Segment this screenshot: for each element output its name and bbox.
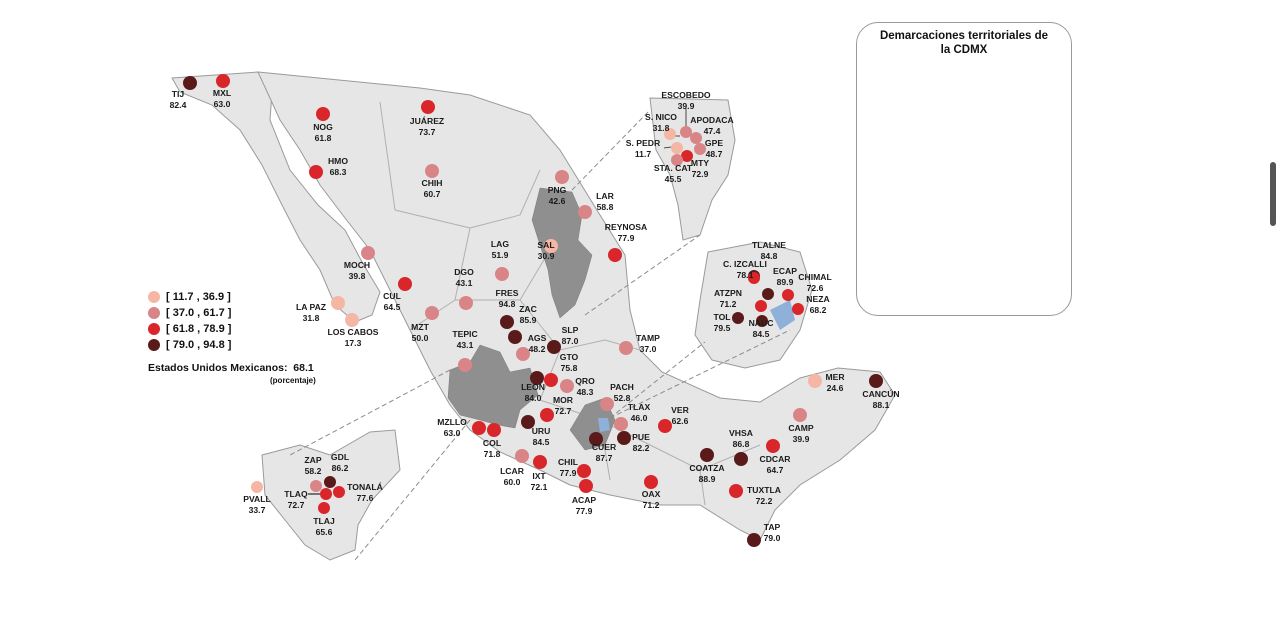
city-name: LAR (596, 191, 614, 201)
city-name: JUÁREZ (409, 116, 445, 126)
national-value (148, 362, 316, 385)
city-marker (578, 205, 592, 219)
city-value: 72.7 (287, 500, 305, 510)
city-name: LOS CABOS (327, 327, 379, 337)
national-number: 68.1 (293, 362, 314, 374)
city-name: LAG (490, 239, 510, 249)
city-marker (459, 296, 473, 310)
city-name: S. PEDR (625, 138, 661, 148)
city-name: REYNOSA (604, 222, 648, 232)
city-value: 86.2 (331, 463, 349, 473)
city-marker (732, 312, 744, 324)
city-name: CUER (591, 442, 617, 452)
city-value: 88.1 (872, 400, 890, 410)
city-name: MZLLO (437, 417, 467, 427)
city-name: STA. CAT (653, 163, 693, 173)
city-name: TLAQ (284, 489, 308, 499)
city-marker (331, 296, 345, 310)
city-marker (555, 170, 569, 184)
city-name: CAMP (788, 423, 814, 433)
city-name: ESCOBEDO (661, 90, 711, 100)
city-value: 79.5 (713, 323, 731, 333)
city-marker (183, 76, 197, 90)
city-value: 52.8 (613, 393, 631, 403)
city-value: 71.8 (483, 449, 501, 459)
city-name: CANCÚN (862, 389, 900, 399)
city-name: SLP (561, 325, 579, 335)
city-marker (324, 476, 336, 488)
city-name: TLALNE (752, 240, 786, 250)
city-value: 82.2 (632, 443, 650, 453)
legend-swatch (148, 307, 160, 319)
city-value: 17.3 (344, 338, 362, 348)
city-name: TLAJ (313, 516, 335, 526)
city-name: CHIL (557, 457, 579, 467)
city-name: CDCAR (759, 454, 791, 464)
city-name: MZT (411, 322, 429, 332)
city-value: 60.7 (423, 189, 441, 199)
city-name: PACH (610, 382, 634, 392)
city-value: 65.6 (315, 527, 333, 537)
city-marker (792, 303, 804, 315)
city-value: 78.1 (736, 270, 754, 280)
city-marker (560, 379, 574, 393)
city-name: MOR (552, 395, 574, 405)
city-value: 51.9 (491, 250, 509, 260)
city-value: 64.5 (383, 302, 401, 312)
city-marker (216, 74, 230, 88)
city-marker (808, 374, 822, 388)
national-unit: (porcentaje) (270, 376, 316, 385)
city-name: TUXTLA (747, 485, 781, 495)
legend-label: [ 61.8 , 78.9 ] (166, 323, 232, 335)
city-marker (421, 100, 435, 114)
city-marker (458, 358, 472, 372)
legend-swatch (148, 291, 160, 303)
city-value: 33.7 (248, 505, 266, 515)
city-marker (747, 533, 761, 547)
city-value: 45.5 (664, 174, 682, 184)
city-value: 63.0 (213, 99, 231, 109)
city-value: 88.9 (698, 474, 716, 484)
city-name: TLAX (627, 402, 651, 412)
city-value: 68.2 (809, 305, 827, 315)
city-name: NEZA (806, 294, 830, 304)
city-marker (508, 330, 522, 344)
city-name: TAMP (636, 333, 660, 343)
city-value: 30.9 (537, 251, 555, 261)
city-marker (540, 408, 554, 422)
city-name: MXL (212, 88, 232, 98)
city-value: 68.3 (329, 167, 347, 177)
city-value: 43.1 (455, 278, 473, 288)
city-name: VHSA (729, 428, 753, 438)
national-label: Estados Unidos Mexicanos: (148, 362, 288, 374)
city-name: FRES (495, 288, 519, 298)
city-name: NAUC (748, 318, 774, 328)
cdmx-title-line1: Demarcaciones territoriales de (879, 30, 1049, 42)
city-name: DGO (454, 267, 474, 277)
city-marker (495, 267, 509, 281)
legend-swatch (148, 339, 160, 351)
city-marker (425, 164, 439, 178)
legend-row (148, 337, 231, 353)
city-value: 31.8 (652, 123, 670, 133)
city-value: 39.8 (348, 271, 366, 281)
city-marker (614, 417, 628, 431)
city-marker (762, 288, 774, 300)
city-value: 11.7 (634, 149, 652, 159)
city-name: IXT (532, 471, 546, 481)
city-name: COATZA (689, 463, 725, 473)
city-marker (316, 107, 330, 121)
city-value: 84.0 (524, 393, 542, 403)
city-value: 63.0 (443, 428, 461, 438)
city-marker (690, 132, 702, 144)
city-name: AGS (527, 333, 547, 343)
city-name: TONALÁ (347, 482, 383, 492)
city-name: APODACA (690, 115, 734, 125)
legend-row (148, 305, 231, 321)
city-marker (398, 277, 412, 291)
legend-label: [ 79.0 , 94.8 ] (166, 339, 232, 351)
city-marker (533, 455, 547, 469)
city-name: CHIH (421, 178, 443, 188)
legend-label: [ 37.0 , 61.7 ] (166, 307, 232, 319)
cdmx-title-line2: la CDMX (940, 44, 988, 56)
city-marker (734, 452, 748, 466)
city-name: COL (482, 438, 502, 448)
city-value: 39.9 (792, 434, 810, 444)
city-name: TIJ (171, 89, 185, 99)
city-marker (345, 313, 359, 327)
city-value: 72.2 (755, 496, 773, 506)
city-name: ATZPN (713, 288, 743, 298)
city-value: 58.8 (596, 202, 614, 212)
city-name: QRO (575, 376, 595, 386)
legend-row (148, 321, 231, 337)
city-name: CUL (383, 291, 401, 301)
city-marker (617, 431, 631, 445)
legend-swatch (148, 323, 160, 335)
city-value: 46.0 (630, 413, 648, 423)
city-name: GPE (704, 138, 724, 148)
city-value: 86.8 (732, 439, 750, 449)
city-name: LEON (521, 382, 545, 392)
city-name: CHIMAL (798, 272, 832, 282)
city-marker (619, 341, 633, 355)
city-value: 84.8 (760, 251, 778, 261)
cdmx-small (598, 418, 610, 432)
city-name: ACAP (571, 495, 597, 505)
city-value: 72.1 (530, 482, 548, 492)
city-name: S. NICO (645, 112, 677, 122)
legend (148, 289, 231, 353)
city-marker (671, 142, 683, 154)
city-value: 77.6 (356, 493, 374, 503)
city-value: 73.7 (418, 127, 436, 137)
scrollbar-thumb[interactable] (1270, 162, 1276, 226)
city-marker (755, 300, 767, 312)
city-marker (487, 423, 501, 437)
city-value: 72.7 (554, 406, 572, 416)
city-name: OAX (641, 489, 661, 499)
city-name: MER (825, 372, 845, 382)
city-marker (310, 480, 322, 492)
city-marker (644, 475, 658, 489)
city-marker (425, 306, 439, 320)
city-value: 72.9 (691, 169, 709, 179)
city-value: 50.0 (411, 333, 429, 343)
city-value: 85.9 (519, 315, 537, 325)
city-name: NOG (313, 122, 333, 132)
city-value: 37.0 (639, 344, 657, 354)
city-name: PNG (547, 185, 567, 195)
city-marker (361, 246, 375, 260)
city-name: LCAR (500, 466, 524, 476)
city-value: 71.2 (719, 299, 737, 309)
city-value: 47.4 (703, 126, 721, 136)
city-value: 71.2 (642, 500, 660, 510)
city-value: 61.8 (314, 133, 332, 143)
city-value: 79.0 (763, 533, 781, 543)
city-name: PVALL (243, 494, 271, 504)
city-name: ZAC (519, 304, 537, 314)
city-value: 77.9 (575, 506, 593, 516)
city-value: 48.3 (576, 387, 594, 397)
city-name: GTO (559, 352, 579, 362)
city-value: 87.0 (561, 336, 579, 346)
city-value: 62.6 (671, 416, 689, 426)
city-value: 77.9 (559, 468, 577, 478)
city-value: 24.6 (826, 383, 844, 393)
city-name: MOCH (343, 260, 371, 270)
city-marker (318, 502, 330, 514)
cdmx-title (857, 29, 1071, 57)
city-value: 84.5 (752, 329, 770, 339)
city-marker (729, 484, 743, 498)
city-marker (793, 408, 807, 422)
city-marker (472, 421, 486, 435)
city-value: 82.4 (169, 100, 187, 110)
city-marker (309, 165, 323, 179)
city-marker (600, 397, 614, 411)
city-marker (680, 126, 692, 138)
city-name: GDL (330, 452, 350, 462)
city-value: 72.6 (806, 283, 824, 293)
city-name: ECAP (773, 266, 797, 276)
city-value: 84.5 (532, 437, 550, 447)
city-value: 39.9 (677, 101, 695, 111)
city-value: 64.7 (766, 465, 784, 475)
city-name: URU (531, 426, 551, 436)
city-marker (500, 315, 514, 329)
city-marker (515, 449, 529, 463)
city-value: 48.2 (528, 344, 546, 354)
legend-label: [ 11.7 , 36.9 ] (166, 291, 231, 303)
city-name: LA PAZ (295, 302, 327, 312)
city-marker (577, 464, 591, 478)
city-marker (608, 248, 622, 262)
city-value: 75.8 (560, 363, 578, 373)
city-marker (579, 479, 593, 493)
city-marker (700, 448, 714, 462)
city-name: VER (671, 405, 689, 415)
city-name: TAP (763, 522, 781, 532)
city-name: C. IZCALLI (723, 259, 767, 269)
city-name: TOL (713, 312, 731, 322)
city-name: TEPIC (452, 329, 478, 339)
city-value: 87.7 (595, 453, 613, 463)
city-value: 60.0 (503, 477, 521, 487)
city-marker (544, 373, 558, 387)
city-value: 42.6 (548, 196, 566, 206)
city-value: 94.8 (498, 299, 516, 309)
cdmx-inset-frame (856, 22, 1072, 316)
city-marker (320, 488, 332, 500)
city-name: PUE (632, 432, 650, 442)
city-value: 31.8 (302, 313, 320, 323)
city-value: 58.2 (304, 466, 322, 476)
city-name: SAL (537, 240, 555, 250)
city-value: 77.9 (617, 233, 635, 243)
city-marker (658, 419, 672, 433)
city-name: MTY (690, 158, 710, 168)
city-marker (251, 481, 263, 493)
city-marker (869, 374, 883, 388)
city-marker (782, 289, 794, 301)
city-value: 43.1 (456, 340, 474, 350)
legend-row (148, 289, 231, 305)
city-value: 89.9 (776, 277, 794, 287)
city-name: HMO (327, 156, 349, 166)
city-value: 48.7 (705, 149, 723, 159)
city-name: ZAP (304, 455, 322, 465)
city-marker (333, 486, 345, 498)
city-marker (766, 439, 780, 453)
